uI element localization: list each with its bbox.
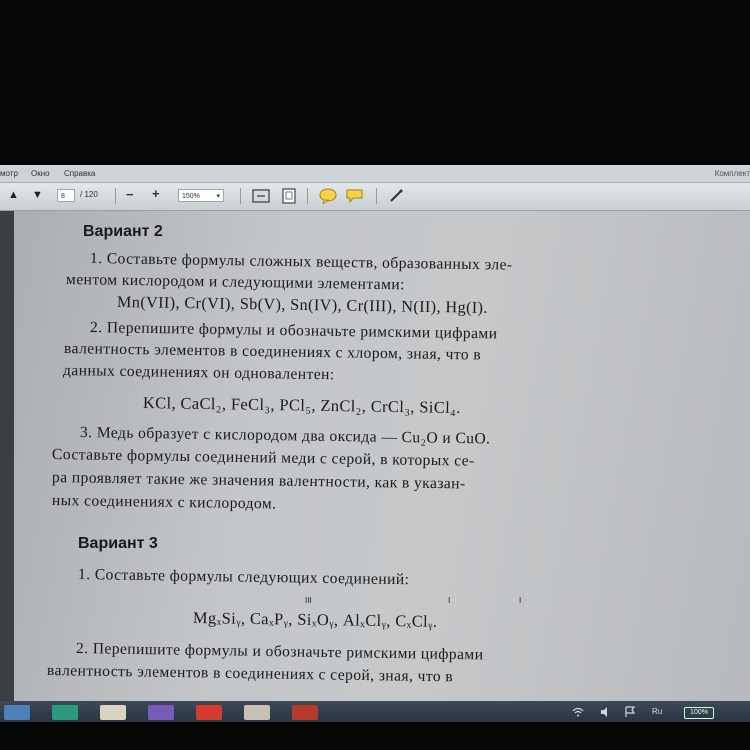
battery-indicator[interactable]: 100% [684,707,714,719]
taskbar-app-icon[interactable] [292,705,318,720]
window-title-right: Комплект [714,169,750,178]
v2-question-3-line-1: 3. Медь образует с кислородом два оксида — Cu₂O и CuO. [79,424,491,448]
v3-question-1-line-1: 1. Составьте формулы следующих соединений: [77,566,410,589]
side-panel-edge [0,211,14,701]
taskbar [0,701,750,723]
valence-mark-i: I [519,596,522,605]
zoom-in-button[interactable]: + [152,186,160,201]
menu-window[interactable]: Окно [31,169,50,178]
v2-question-1-elements: Mn(VII), Cr(VI), Sb(V), Sn(IV), Cr(III), N(II), Hg(I). [116,293,488,317]
dark-background-bottom [0,722,750,750]
page-down-icon[interactable]: ▼ [32,189,43,201]
v2-question-1-line-1: 1. Составьте формулы сложных веществ, образованных эле- [89,250,513,274]
v2-question-3-line-2: Составьте формулы соединений меди с серой, в которых се- [51,446,475,470]
toolbar [0,183,750,211]
chevron-down-icon: ▾ [216,193,220,200]
fit-width-icon[interactable] [252,189,270,203]
toolbar-divider [240,188,241,204]
taskbar-app-icon[interactable] [148,705,174,720]
v2-question-2-compounds: KCl, CaCl₂, FeCl₃, PCl₅, ZnCl₂, CrCl₃, SiCl₄. [142,393,461,417]
v2-question-2-line-1: 2. Перепишите формулы и обозначьте римскими цифрами [89,319,498,343]
dark-background-top [0,0,750,165]
page-total-label: / 120 [80,190,98,199]
page-up-icon[interactable]: ▲ [8,189,19,201]
taskbar-app-icon[interactable] [52,705,78,720]
toolbar-divider [307,188,308,204]
v2-question-3-line-4: ных соединениях с кислородом. [51,492,277,513]
v3-question-2-line-2: валентность элементов в соединениях с серой, зная, что в [46,662,454,686]
wifi-icon[interactable] [572,706,584,718]
v2-question-2-line-3: данных соединениях он одновалентен: [62,362,335,384]
v3-question-2-line-1: 2. Перепишите формулы и обозначьте римскими цифрами [75,640,484,664]
variant-2-heading: Вариант 2 [83,223,163,240]
language-indicator[interactable]: Ru [652,707,663,716]
stamp-icon[interactable] [345,188,365,204]
page-number-input[interactable]: 8 [57,189,75,202]
valence-mark-i: I [448,596,451,605]
zoom-value: 150% [182,193,200,200]
taskbar-app-icon[interactable] [196,705,222,720]
taskbar-app-icon[interactable] [100,705,126,720]
menu-help[interactable]: Справка [64,169,96,178]
taskbar-app-icon[interactable] [244,705,270,720]
toolbar-divider [376,188,377,204]
menu-bar [0,165,750,183]
taskbar-app-icon[interactable] [4,705,30,720]
zoom-select[interactable] [178,189,224,202]
menu-view[interactable]: мотр [0,169,18,178]
variant-3-heading: Вариант 3 [78,535,158,552]
flag-icon[interactable] [624,706,636,718]
v2-question-2-line-2: валентность элементов в соединениях с хлором, зная, что в [63,340,482,364]
volume-icon[interactable] [600,706,612,718]
pencil-icon[interactable] [388,188,404,204]
toolbar-divider [115,188,116,204]
v3-question-1-compounds: MgₓSiᵧ, CaₓPᵧ, SiₓOᵧ, AlₓClᵧ, CₓClᵧ. [192,608,438,631]
zoom-out-button[interactable]: − [126,187,134,202]
v2-question-3-line-3: ра проявляет такие же значения валентности, как в указан- [51,469,466,493]
v2-question-1-line-2: ментом кислородом и следующими элементами: [65,271,405,294]
fit-page-icon[interactable] [281,188,297,204]
valence-mark-iii: III [305,596,312,605]
comment-icon[interactable] [319,188,337,204]
